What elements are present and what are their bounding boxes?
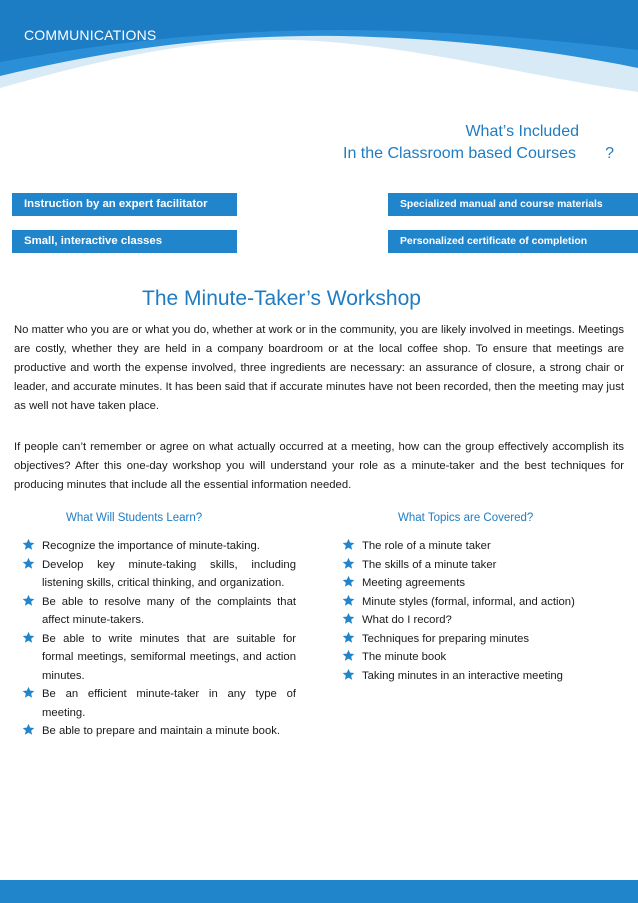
whats-included-question-mark: ? bbox=[605, 145, 614, 162]
list-item: Minute styles (formal, informal, and action) bbox=[342, 593, 632, 612]
feature-course-materials: Specialized manual and course materials bbox=[388, 193, 638, 216]
star-icon bbox=[342, 649, 355, 662]
list-item: The skills of a minute taker bbox=[342, 556, 632, 575]
list-item: Be able to write minutes that are suitable for formal meetings, semiformal meetings, and action minutes. bbox=[22, 630, 296, 686]
star-icon bbox=[342, 612, 355, 625]
whats-included-line1: What’s Included bbox=[465, 123, 579, 140]
whats-included-line2: In the Classroom based Courses bbox=[343, 145, 576, 162]
star-icon bbox=[342, 575, 355, 588]
list-item: Be able to resolve many of the complaints that affect minute-takers. bbox=[22, 593, 296, 630]
list-item: The minute book bbox=[342, 648, 632, 667]
star-icon bbox=[342, 557, 355, 570]
list-item: Recognize the importance of minute-taking. bbox=[22, 537, 296, 556]
star-icon bbox=[22, 723, 35, 736]
list-item: The role of a minute taker bbox=[342, 537, 632, 556]
workshop-title: The Minute-Taker’s Workshop bbox=[142, 287, 421, 310]
star-icon bbox=[22, 686, 35, 699]
topics-list bbox=[342, 537, 632, 685]
list-item: Techniques for preparing minutes bbox=[342, 630, 632, 649]
star-icon bbox=[342, 631, 355, 644]
list-item: Develop key minute-taking skills, including listening skills, critical thinking, and organization. bbox=[22, 556, 296, 593]
list-item: Be an efficient minute-taker in any type of meeting. bbox=[22, 685, 296, 722]
star-icon bbox=[22, 557, 35, 570]
brand-label: COMMUNICATIONS bbox=[24, 27, 157, 43]
footer-bar bbox=[0, 880, 638, 903]
header-wave bbox=[0, 0, 638, 110]
feature-expert-facilitator: Instruction by an expert facilitator bbox=[12, 193, 237, 216]
feature-small-classes: Small, interactive classes bbox=[12, 230, 237, 253]
whats-included-heading bbox=[274, 121, 614, 165]
learn-list bbox=[22, 537, 296, 741]
star-icon bbox=[22, 631, 35, 644]
list-item: Be able to prepare and maintain a minute book. bbox=[22, 722, 296, 741]
list-item: Taking minutes in an interactive meeting bbox=[342, 667, 632, 686]
star-icon bbox=[342, 538, 355, 551]
star-icon bbox=[342, 594, 355, 607]
learn-heading: What Will Students Learn? bbox=[66, 512, 203, 524]
intro-paragraph-1: No matter who you are or what you do, whether at work or in the community, you are likely involved in meetings. Meetings are costly, whether they are held in a company boardroom or at the local coffee shop. To ensure that meetings are productive and worth the expense involved, three ingredients are necessary: an assurance of closure, a strong chair or leader, and accurate minutes. It has been said that if accurate minutes have not been recorded, then the meeting may just as well not have taken place. bbox=[14, 324, 624, 412]
list-item: Meeting agreements bbox=[342, 574, 632, 593]
topics-heading: What Topics are Covered? bbox=[398, 512, 534, 524]
star-icon bbox=[22, 594, 35, 607]
star-icon bbox=[342, 668, 355, 681]
star-icon bbox=[22, 538, 35, 551]
feature-certificate: Personalized certificate of completion bbox=[388, 230, 638, 253]
intro-paragraph-2: If people can’t remember or agree on what actually occurred at a meeting, how can the group effectively accomplish its objectives? After this one-day workshop you will understand your role as a minute-taker and the best techniques for producing minutes that include all the essential information needed. bbox=[14, 441, 624, 491]
list-item: What do I record? bbox=[342, 611, 632, 630]
